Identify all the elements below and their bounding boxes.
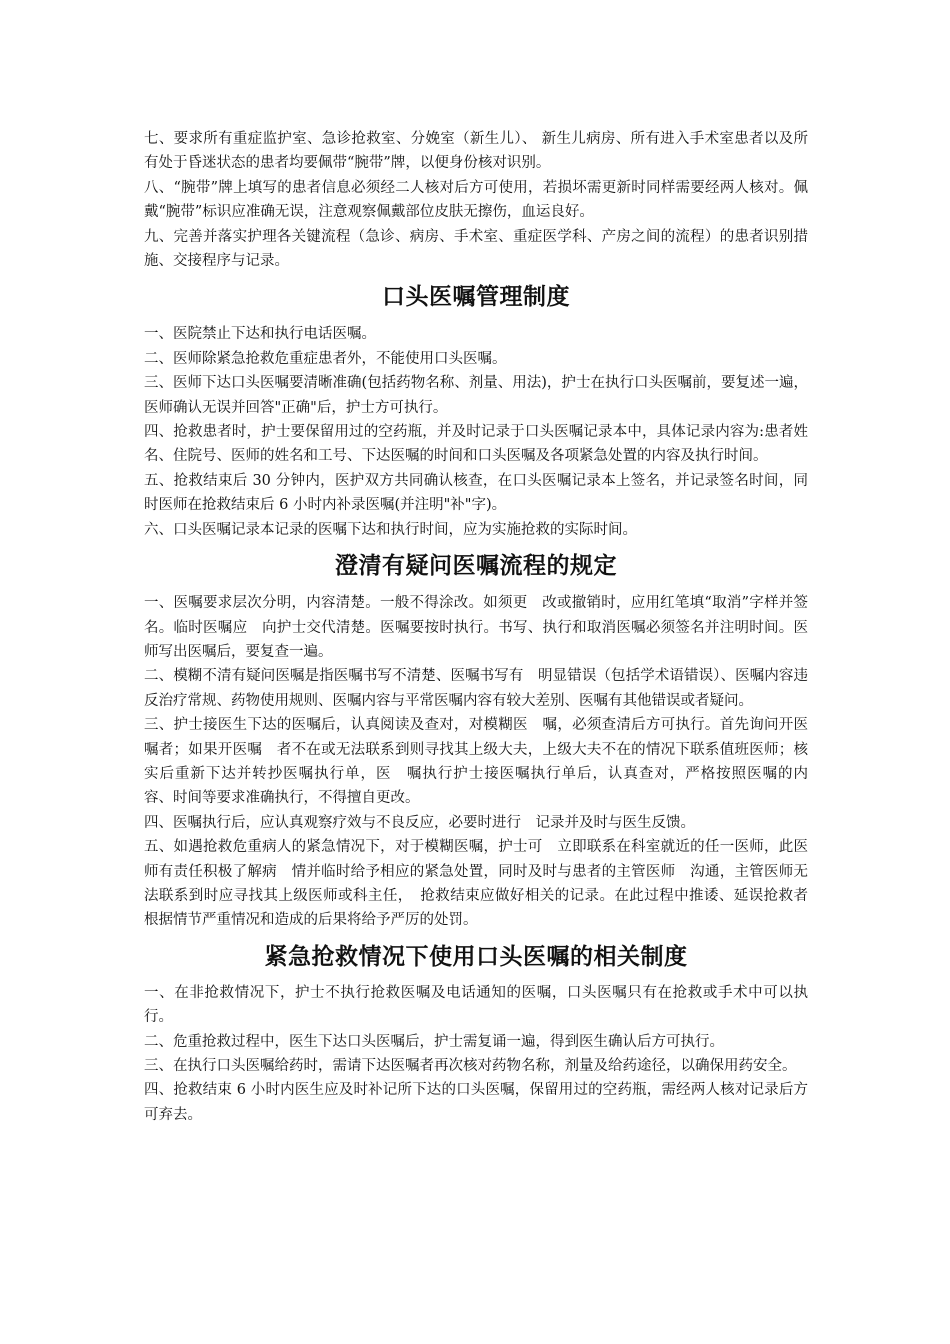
list-item: 四、抢救患者时，护士要保留用过的空药瓶，并及时记录于口头医嘱记录本中，具体记录内容为:患者姓名、住院号、医师的姓名和工号、下达医嘱的时间和口头医嘱及各项紧急处置的内容及执行时间。	[144, 424, 808, 465]
list-item: 一、医嘱要求层次分明，内容清楚。一般不得涂改。如须更 改或撤销时，应用红笔填“取消”字样并签名。临时医嘱应 向护士交代清楚。医嘱要按时执行。书写、执行和取消医嘱必须签名并注明时间。医师写出医嘱后，要复查一遍。	[144, 595, 808, 660]
list-item: 六、口头医嘱记录本记录的医嘱下达和执行时间，应为实施抢救的实际时间。	[144, 521, 637, 538]
list-item: 二、医师除紧急抢救危重症患者外，不能使用口头医嘱。	[144, 350, 507, 367]
list-item: 二、危重抢救过程中，医生下达口头医嘱后，护士需复诵一遍，得到医生确认后方可执行。	[144, 1033, 724, 1050]
section-title-clarify-orders: 澄清有疑问医嘱流程的规定	[335, 553, 617, 580]
list-item: 四、医嘱执行后，应认真观察疗效与不良反应，必要时进行 记录并及时与医生反馈。	[144, 814, 695, 831]
list-item: 九、完善并落实护理各关键流程（急诊、病房、手术室、重症医学科、产房之间的流程）的患者识别措施、交接程序与记录。	[144, 228, 808, 270]
list-item: 二、模糊不清有疑问医嘱是指医嘱书写不清楚、医嘱书写有 明显错误（包括学术语错误）、医嘱内容违反治疗常规、药物使用规则、医嘱内容与平常医嘱内容有较大差别、医嘱有其他错误或者疑问。	[144, 668, 808, 709]
list-item: 三、医师下达口头医嘱要清晰准确(包括药物名称、剂量、用法)，护士在执行口头医嘱前，要复述一遍，医师确认无误并回答"正确"后，护士方可执行。	[144, 375, 808, 416]
list-item: 三、护士接医生下达的医嘱后，认真阅读及查对，对模糊医 嘱，必须查清后方可执行。首先询问开医嘱者；如果开医嘱 者不在或无法联系到则寻找其上级大夫，上级大夫不在的情况下联系值班医师；核实后重新下达并转抄医嘱执行单，医 嘱执行护士接医嘱执行单后，认真查对，严格按照医嘱的内 容、时间等要求准确执行，不得擅自更改。	[144, 717, 823, 807]
section-title-emergency-orders: 紧急抢救情况下使用口头医嘱的相关制度	[264, 943, 688, 970]
list-item: 三、在执行口头医嘱给药时，需请下达医嘱者再次核对药物名称，剂量及给药途径，以确保用药安全。	[144, 1058, 797, 1074]
list-item: 五、如遇抢救危重病人的紧急情况下，对于模糊医嘱，护士可 立即联系在科室就近的任一医师，此医师有责任积极了解病 情并临时给予相应的紧急处置，同时及时与患者的主管医师 沟通，主管医师无法联系到时应寻找其上级医师或科主任， 抢救结束应做好相关的记录。在此过程中推诿、延误抢救者 根据情节严重情况和造成的后果将给予严厉的处罚。	[144, 839, 823, 929]
section-title-verbal-orders: 口头医嘱管理制度	[382, 284, 570, 311]
list-item: 七、要求所有重症监护室、急诊抢救室、分娩室（新生儿）、 新生儿病房、所有进入手术室患者以及所有处于昏迷状态的患者均要佩带“腕带”牌，以便身份核对识别。	[144, 131, 808, 172]
list-item: 一、医院禁止下达和执行电话医嘱。	[144, 326, 376, 343]
list-item: 四、抢救结束 6 小时内医生应及时补记所下达的口头医嘱，保留用过的空药瓶，需经两人核对记录后方可弃去。	[144, 1082, 808, 1123]
list-item: 五、抢救结束后 30 分钟内，医护双方共同确认核查，在口头医嘱记录本上签名，并记录签名时间，同时医师在抢救结束后 6 小时内补录医嘱(并注明"补"字)。	[144, 472, 808, 514]
document-page	[144, 127, 823, 1127]
list-item: 一、在非抢救情况下，护士不执行抢救医嘱及电话通知的医嘱，口头医嘱只有在抢救或手术中可以执行。	[144, 984, 808, 1026]
list-item: 八、“腕带”牌上填写的患者信息必须经二人核对后方可使用，若损坏需更新时同样需要经两人核对。佩戴“腕带”标识应准确无误，注意观察佩戴部位皮肤无擦伤，血运良好。	[144, 179, 808, 221]
